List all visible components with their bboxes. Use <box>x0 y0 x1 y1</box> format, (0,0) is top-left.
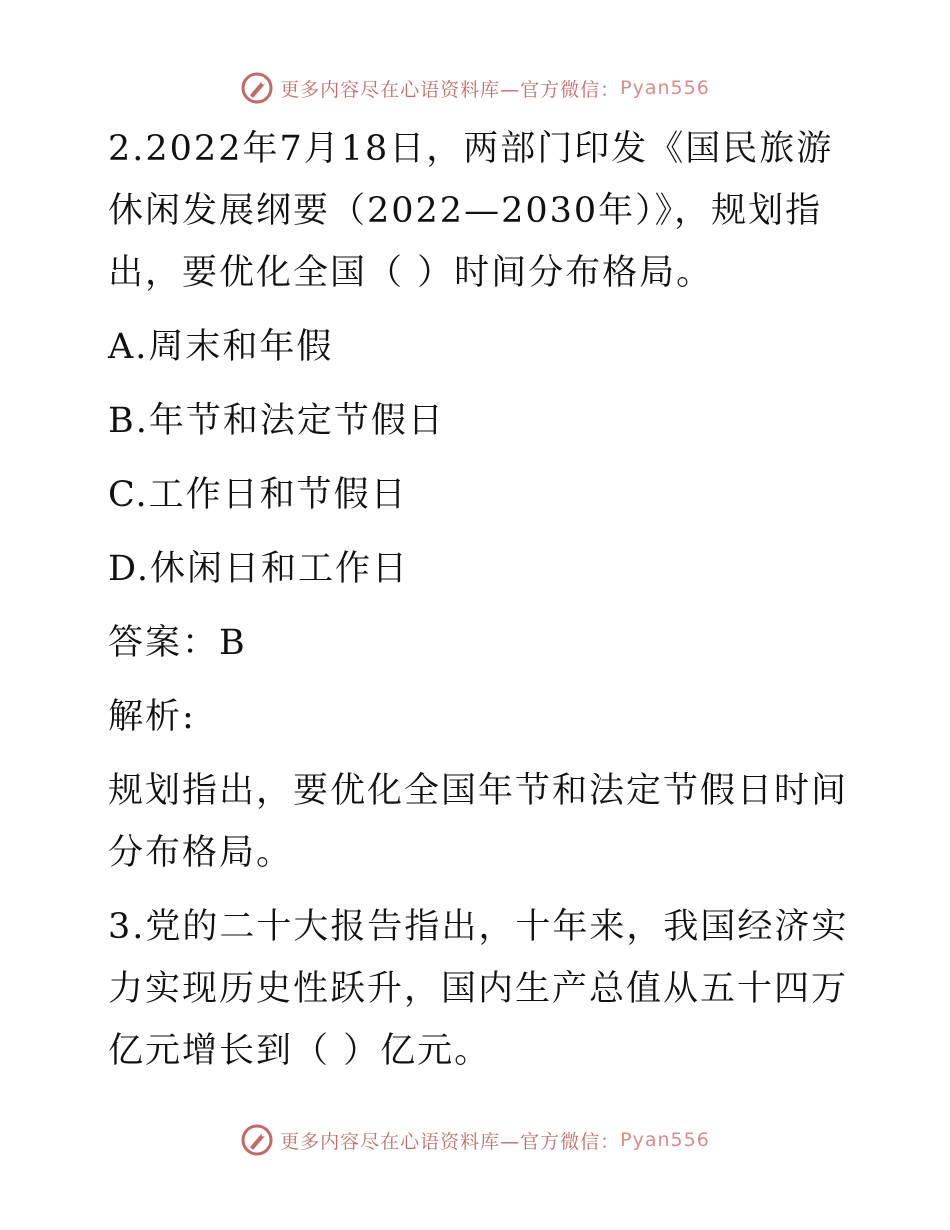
watermark-handle: Pyan556 <box>620 1129 710 1151</box>
answer-line: 答案：B <box>108 623 247 663</box>
option-d: D.休闲日和工作日 <box>108 549 409 589</box>
pen-logo-icon <box>240 1123 274 1157</box>
watermark-header <box>0 68 950 108</box>
question-3-stem: 3.党的二十大报告指出，十年来，我国经济实力实现历史性跃升，国内生产总值从五十四万亿元增长到（ ）亿元。 <box>108 907 849 1071</box>
document-body <box>98 118 868 1082</box>
option-a: A.周末和年假 <box>108 327 334 367</box>
analysis-text: 规划指出，要优化全国年节和法定节假日时间分布格局。 <box>108 771 849 873</box>
watermark-text: 更多内容尽在心语资料库—官方微信： <box>280 1130 621 1153</box>
option-b: B.年节和法定节假日 <box>108 401 445 441</box>
pen-logo-icon <box>240 71 274 105</box>
watermark-footer <box>0 1120 950 1160</box>
watermark-text: 更多内容尽在心语资料库—官方微信： <box>280 78 621 101</box>
question-2-stem: 2.2022年7月18日，两部门印发《国民旅游休闲发展纲要（2022—2030年）》，规划指出，要优化全国（ ）时间分布格局。 <box>108 129 834 293</box>
watermark-handle: Pyan556 <box>620 77 710 99</box>
analysis-label: 解析: <box>108 697 196 737</box>
option-c: C.工作日和节假日 <box>108 475 408 515</box>
